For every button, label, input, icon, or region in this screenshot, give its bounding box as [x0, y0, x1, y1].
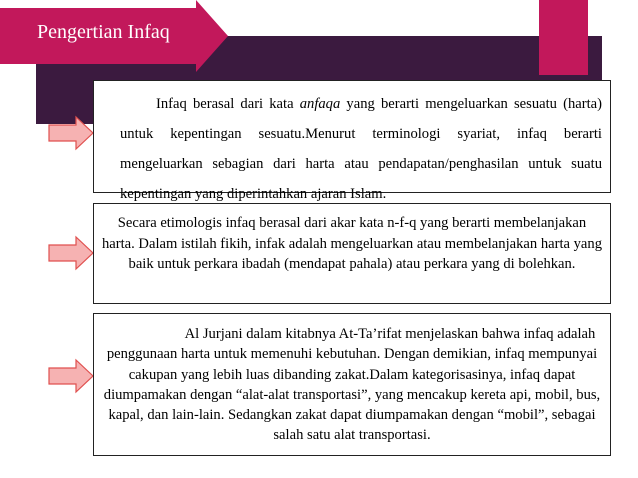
definition-box-al-jurjani	[93, 313, 611, 456]
right-arrow-icon	[48, 116, 94, 150]
box-text: Al Jurjani dalam kitabnya At-Ta’rifat menjelaskan bahwa infaq adalah penggunaan harta untuk memenuhi kebutuhan. Dengan demikian, infaq mempunyai cakupan yang lebih luas dibanding zakat.Dalam kategorisasinya, infaq dapat diumpamakan dengan “alat-alat transportasi”, yang mencakup kereta api, mobil, bus, kapal, dan lain-lain. Sedangkan zakat dapat diumpamakan dengan “mobil”, sebagai salah satu alat transportasi.	[103, 326, 601, 444]
page-title: Pengertian Infaq	[37, 21, 170, 43]
definition-box-terminology	[93, 203, 611, 304]
definition-box-etymology	[93, 80, 611, 202]
right-arrow-icon	[48, 236, 94, 270]
box-text-italic: anfaqa	[299, 96, 341, 112]
box-text: Secara etimologis infaq berasal dari akar kata n-f-q yang berarti membelanjakan harta. Dalam istilah fikih, infak adalah mengeluarkan atau membelanjakan harta yang baik untuk perkara ibadah (mendapat pahala) atau perkara yang di bolehkan.	[101, 215, 603, 272]
box-text-lead: Infaq berasal dari kata	[156, 96, 300, 112]
title-banner	[0, 0, 228, 72]
box-text-rest: yang berarti mengeluarkan sesuatu (harta) untuk kepentingan sesuatu.Menurut terminologi syariat, infaq berarti mengeluarkan sebagian dari harta atau pendapatan/penghasilan untuk suatu kepentingan yang diperintahkan ajaran Islam.	[120, 96, 603, 202]
right-arrow-icon	[48, 359, 94, 393]
decorative-pink-tab	[539, 0, 588, 75]
